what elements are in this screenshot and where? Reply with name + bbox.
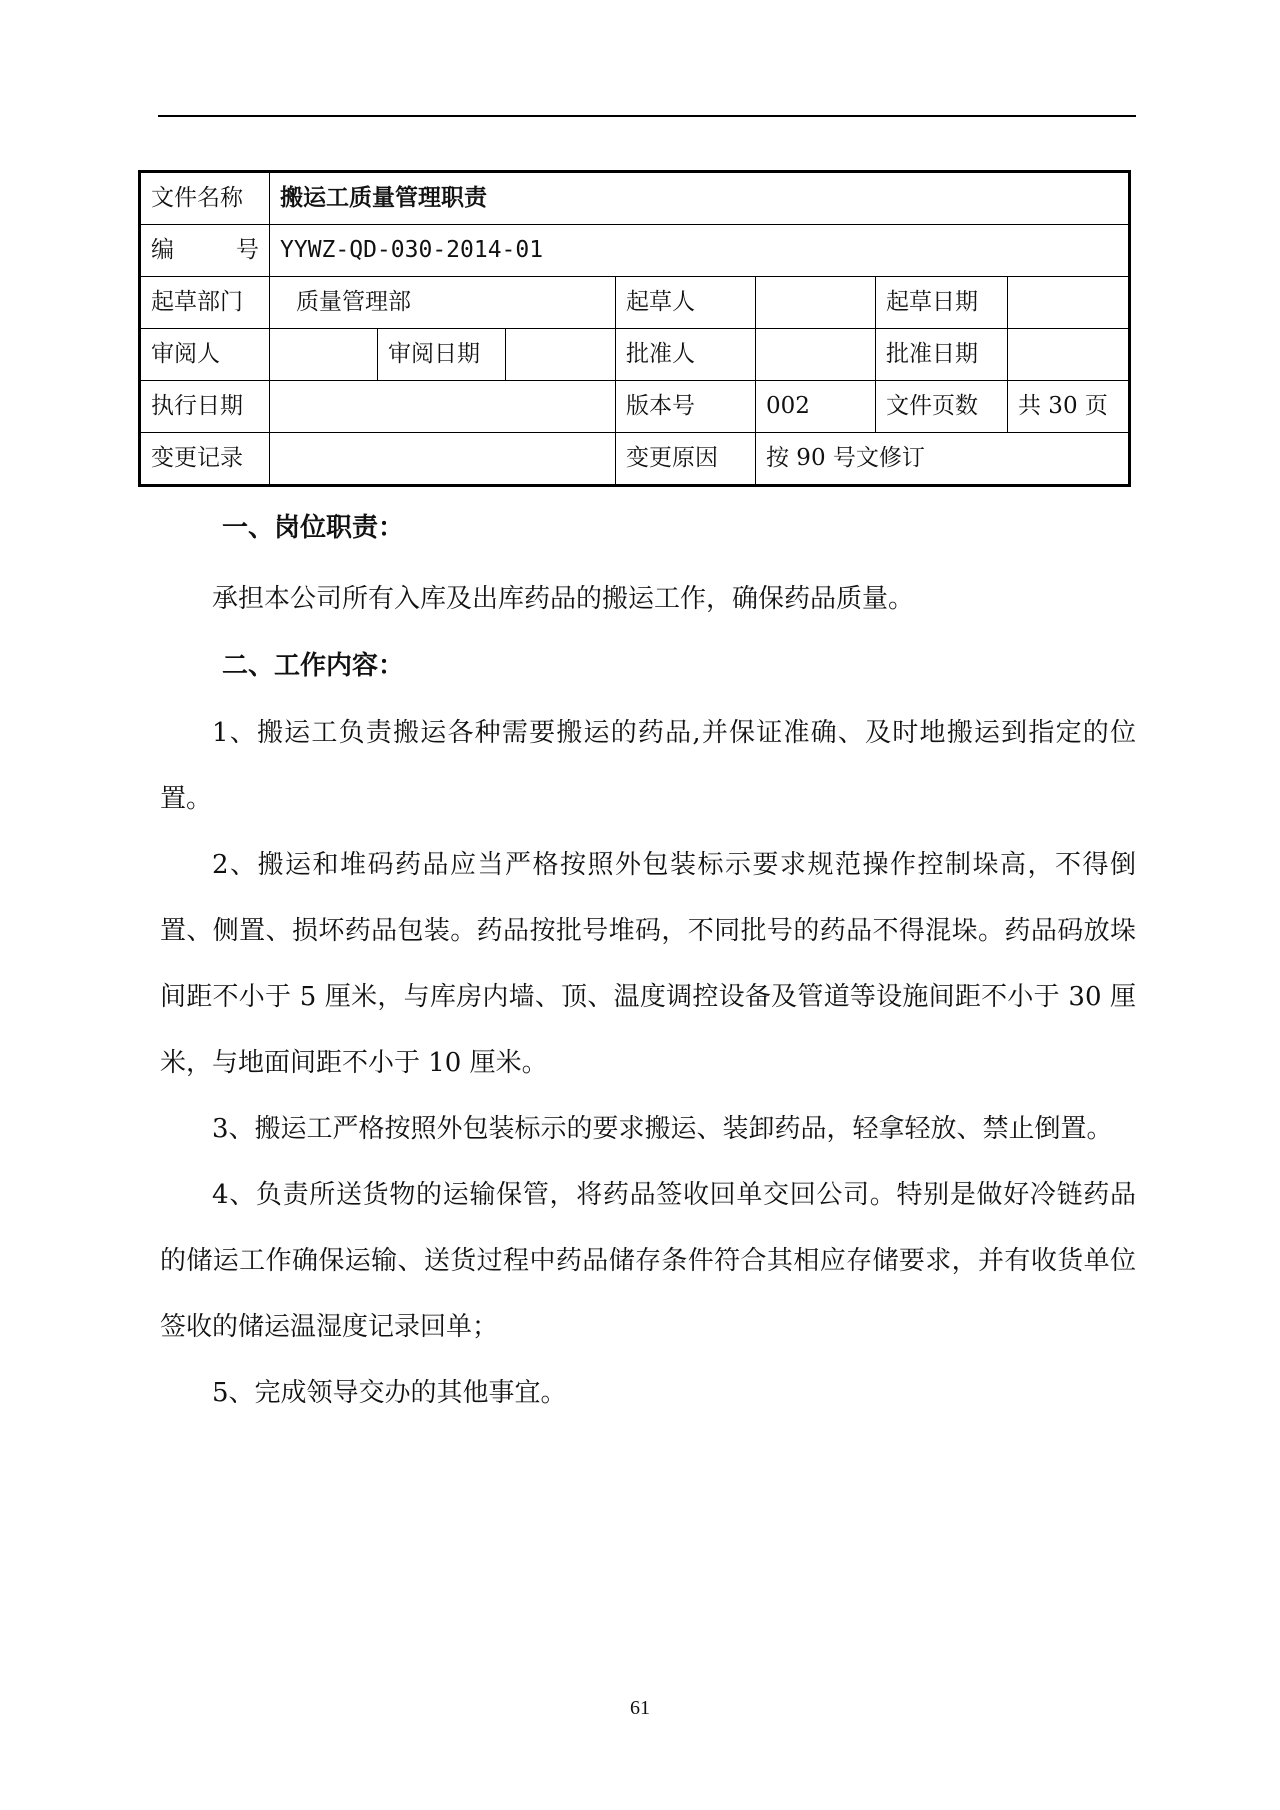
file-name-value: 搬运工质量管理职责 <box>270 172 1130 225</box>
number-label-part: 编 <box>151 237 174 263</box>
drafter-label: 起草人 <box>616 277 756 329</box>
approver-value <box>756 329 876 381</box>
number-value: YYWZ-QD-030-2014-01 <box>270 225 1130 277</box>
approve-date-value <box>1008 329 1130 381</box>
table-row <box>140 225 1130 277</box>
table-row <box>140 172 1130 225</box>
table-row <box>140 277 1130 329</box>
change-reason-label: 变更原因 <box>616 433 756 486</box>
file-name-label: 文件名称 <box>140 172 270 225</box>
change-reason-value: 按 90 号文修订 <box>756 433 1130 486</box>
page-number: 61 <box>630 1697 650 1719</box>
version-value: 002 <box>756 381 876 433</box>
number-label <box>140 225 270 277</box>
duties-paragraph: 承担本公司所有入库及出库药品的搬运工作，确保药品质量。 <box>212 584 915 614</box>
drafter-value <box>756 277 876 329</box>
number-label-part: 号 <box>236 237 259 263</box>
section-heading-duties: 一、岗位职责： <box>222 513 405 543</box>
document-body <box>160 500 1136 1426</box>
draft-dept-label: 起草部门 <box>140 277 270 329</box>
work-item-1: 1、搬运工负责搬运各种需要搬运的药品,并保证准确、及时地搬运到指定的位置。 <box>160 718 1136 814</box>
work-item-5: 5、完成领导交办的其他事宜。 <box>212 1378 567 1408</box>
approver-label: 批准人 <box>616 329 756 381</box>
exec-date-label: 执行日期 <box>140 381 270 433</box>
work-item-2: 2、搬运和堆码药品应当严格按照外包装标示要求规范操作控制垛高，不得倒置、侧置、损坏药品包装。药品按批号堆码，不同批号的药品不得混垛。药品码放垛间距不小于 5 厘米，与库房内墙、顶、温度调控设备及管道等设施间距不小于 30 厘米，与地面间距不小于 10 厘米。 <box>160 850 1136 1078</box>
table-row <box>140 329 1130 381</box>
change-record-value <box>270 433 616 486</box>
review-date-value <box>506 329 616 381</box>
work-item-3: 3、搬运工严格按照外包装标示的要求搬运、装卸药品，轻拿轻放、禁止倒置。 <box>212 1114 1113 1144</box>
reviewer-label: 审阅人 <box>140 329 270 381</box>
pages-label: 文件页数 <box>876 381 1008 433</box>
table-row <box>140 381 1130 433</box>
review-date-label: 审阅日期 <box>378 329 506 381</box>
draft-date-label: 起草日期 <box>876 277 1008 329</box>
approve-date-label: 批准日期 <box>876 329 1008 381</box>
version-label: 版本号 <box>616 381 756 433</box>
exec-date-value <box>270 381 616 433</box>
section-heading-work-content: 二、工作内容： <box>222 651 405 681</box>
pages-value: 共 30 页 <box>1008 381 1130 433</box>
change-record-label: 变更记录 <box>140 433 270 486</box>
draft-dept-value: 质量管理部 <box>270 277 616 329</box>
reviewer-value <box>270 329 378 381</box>
header-rule <box>158 115 1136 117</box>
table-row <box>140 433 1130 486</box>
work-item-4: 4、负责所送货物的运输保管，将药品签收回单交回公司。特别是做好冷链药品的储运工作确保运输、送货过程中药品储存条件符合其相应存储要求，并有收货单位签收的储运温湿度记录回单； <box>160 1180 1136 1342</box>
document-info-table <box>138 170 1131 487</box>
draft-date-value <box>1008 277 1130 329</box>
